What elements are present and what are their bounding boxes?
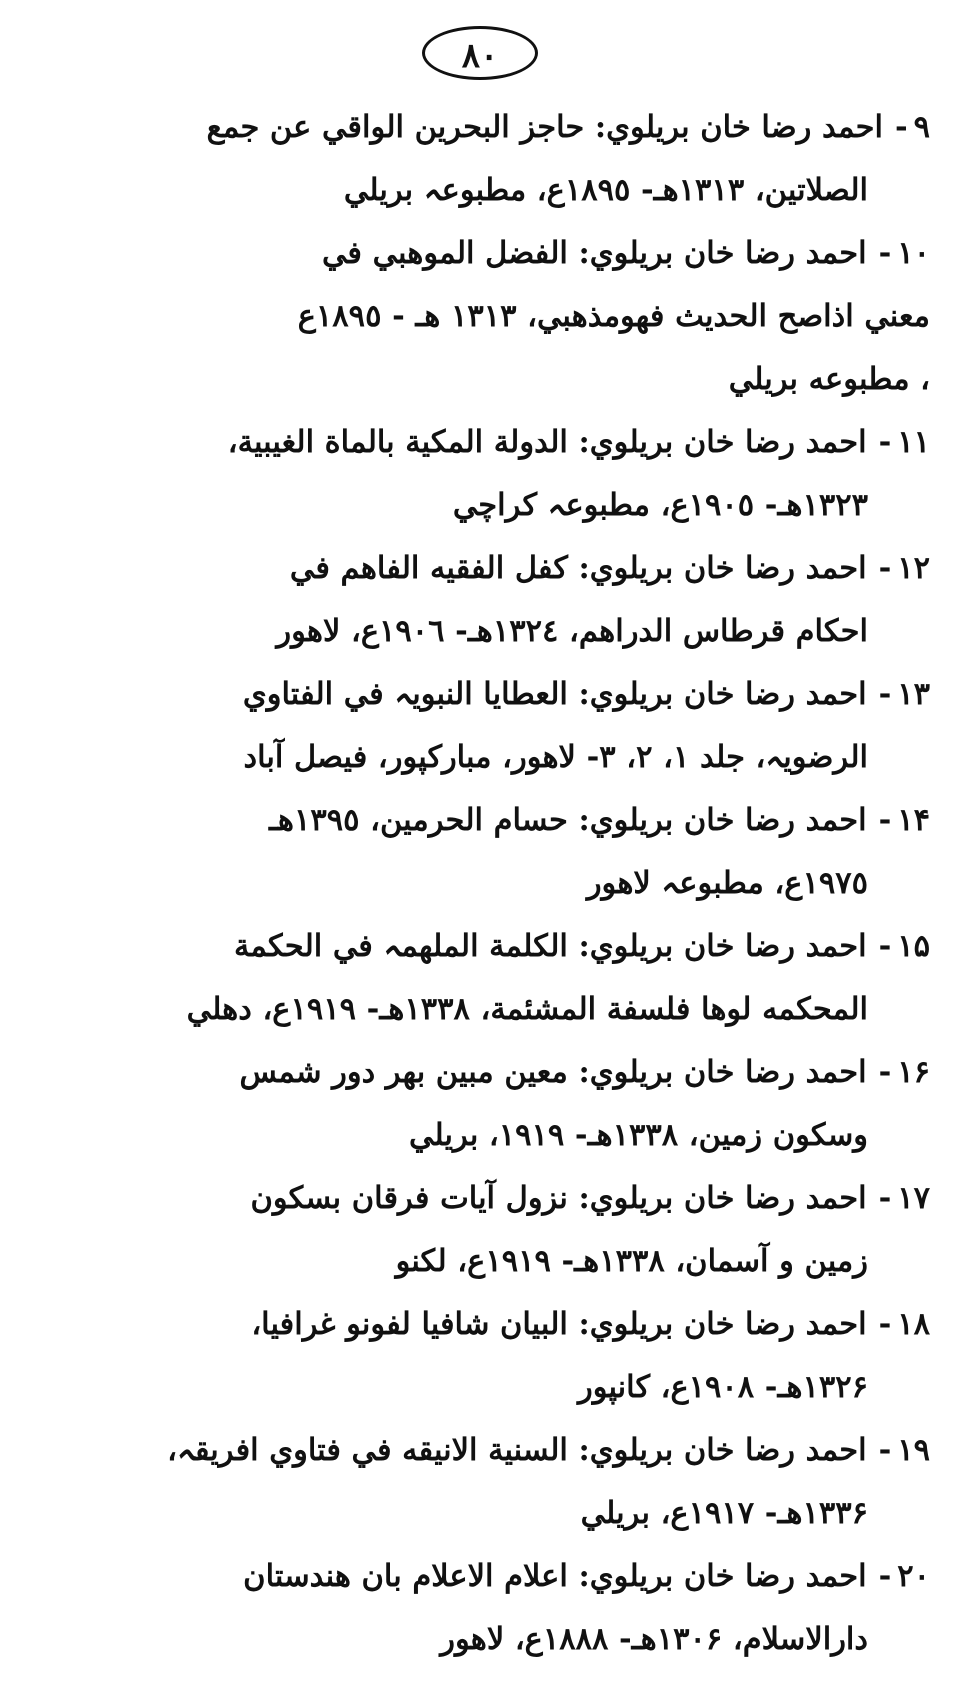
reference-line: احمد رضا خان بريلوي: الفضل الموهبي في xyxy=(322,235,867,271)
reference-number: ١٧ xyxy=(897,1180,930,1216)
reference-item: ١٨-احمد رضا خان بريلوي: البيان شافيا لفونو غرافيا، ١٣٢۶هـ- ١٩٠٨ع، كانپور xyxy=(40,1293,930,1419)
reference-line: احمد رضا خان بريلوي: نزول آيات فرقان بسكون xyxy=(250,1180,867,1216)
reference-number: ١١ xyxy=(897,424,930,460)
reference-line: المحكمه لوها فلسفة المشئمة، ١٣٣٨هـ- ١٩١٩ع، دهلي xyxy=(186,991,868,1027)
reference-line: معني اذاصح الحديث فهومذهبي، ١٣١٣ هـ - ١٨٩٥ع xyxy=(297,298,930,334)
reference-line: ١٣٣۶هـ- ١٩١٧ع، بريلي xyxy=(580,1495,868,1531)
reference-line: احمد رضا خان بريلوي: البيان شافيا لفونو غرافيا، xyxy=(251,1306,867,1342)
reference-line: احمد رضا خان بريلوي: السنية الانيقه في فتاوي افريقہ، xyxy=(167,1432,867,1468)
reference-number: ١۴ xyxy=(897,802,930,838)
reference-item: ١۴-احمد رضا خان بريلوي: حسام الحرمين، ١٣٩٥هـ ١٩٧٥ع، مطبوعہ لاهور xyxy=(40,789,930,915)
reference-line: احمد رضا خان بريلوي: العطايا النبويہ في الفتاوي xyxy=(242,676,867,712)
reference-line: احمد رضا خان بريلوي: كفل الفقيه الفاهم في xyxy=(289,550,867,586)
reference-line: ١٩٧٥ع، مطبوعہ لاهور xyxy=(586,865,868,901)
reference-number: ١٣ xyxy=(897,676,930,712)
reference-item: ٩-احمد رضا خان بريلوي: حاجز البحرين الواقي عن جمع الصلاتين، ١٣١٣هـ- ١٨٩٥ع، مطبوعہ بريلي xyxy=(40,96,930,222)
reference-item: ٢٠-احمد رضا خان بريلوي: اعلام الاعلام بان هندستان دارالاسلام، ١٣٠۶هـ- ١٨٨٨ع، لاهور xyxy=(40,1545,930,1671)
page-number-wrap xyxy=(0,26,960,80)
reference-line: زمين و آسمان، ١٣٣٨هـ- ١٩١٩ع، لكنو xyxy=(395,1243,868,1279)
reference-number: ١٠ xyxy=(897,235,930,271)
reference-item: ١۵-احمد رضا خان بريلوي: الكلمة الملهمہ في الحكمة المحكمه لوها فلسفة المشئمة، ١٣٣٨هـ- ١٩١٩ع، دهلي xyxy=(40,915,930,1041)
reference-item: ١۶-احمد رضا خان بريلوي: معين مبين بهر دور شمس وسكون زمين، ١٣٣٨هـ- ١٩١٩، بريلي xyxy=(40,1041,930,1167)
reference-number: ١٨ xyxy=(897,1306,930,1342)
reference-item: ١٣-احمد رضا خان بريلوي: العطايا النبويہ في الفتاوي الرضويہ، جلد ١، ٢، ٣- لاهور، مباركپور، فيصل آباد xyxy=(40,663,930,789)
reference-item: ١٩-احمد رضا خان بريلوي: السنية الانيقه في فتاوي افريقہ، ١٣٣۶هـ- ١٩١٧ع، بريلي xyxy=(40,1419,930,1545)
reference-list xyxy=(40,96,930,1671)
reference-line: الرضويہ، جلد ١، ٢، ٣- لاهور، مباركپور، فيصل آباد xyxy=(243,739,868,775)
reference-line: ١٣٢۶هـ- ١٩٠٨ع، كانپور xyxy=(577,1369,868,1405)
reference-number: ٩ xyxy=(913,109,930,145)
reference-line: احمد رضا خان بريلوي: معين مبين بهر دور شمس xyxy=(239,1054,867,1090)
reference-line: وسكون زمين، ١٣٣٨هـ- ١٩١٩، بريلي xyxy=(408,1117,868,1153)
reference-line: ١٣٢٣هـ- ١٩٠٥ع، مطبوعہ كراچي xyxy=(452,487,868,523)
page-number-oval: ٨٠ xyxy=(422,26,538,80)
reference-number: ١۶ xyxy=(897,1054,930,1090)
reference-line: ، مطبوعه بريلي xyxy=(728,361,930,397)
reference-number: ١۵ xyxy=(897,928,930,964)
reference-item: ١٧-احمد رضا خان بريلوي: نزول آيات فرقان بسكون زمين و آسمان، ١٣٣٨هـ- ١٩١٩ع، لكنو xyxy=(40,1167,930,1293)
reference-line: احمد رضا خان بريلوي: حسام الحرمين، ١٣٩٥هـ xyxy=(268,802,867,838)
reference-line: احمد رضا خان بريلوي: الدولة المكية بالماة الغيبية، xyxy=(227,424,867,460)
reference-item: ١١-احمد رضا خان بريلوي: الدولة المكية بالماة الغيبية، ١٣٢٣هـ- ١٩٠٥ع، مطبوعہ كراچي xyxy=(40,411,930,537)
reference-line: الصلاتين، ١٣١٣هـ- ١٨٩٥ع، مطبوعہ بريلي xyxy=(343,172,868,208)
reference-item: ١٢-احمد رضا خان بريلوي: كفل الفقيه الفاهم في احكام قرطاس الدراهم، ١٣٢٤هـ- ١٩٠٦ع، لاهور xyxy=(40,537,930,663)
reference-line: احمد رضا خان بريلوي: الكلمة الملهمہ في الحكمة xyxy=(233,928,867,964)
reference-line: دارالاسلام، ١٣٠۶هـ- ١٨٨٨ع، لاهور xyxy=(440,1621,868,1657)
reference-number: ١٢ xyxy=(897,550,930,586)
reference-line: احكام قرطاس الدراهم، ١٣٢٤هـ- ١٩٠٦ع، لاهور xyxy=(276,613,868,649)
reference-line: احمد رضا خان بريلوي: اعلام الاعلام بان هندستان xyxy=(243,1558,867,1594)
reference-number: ٢٠ xyxy=(897,1558,930,1594)
reference-number: ١٩ xyxy=(897,1432,930,1468)
reference-item: ١٠-احمد رضا خان بريلوي: الفضل الموهبي في معني اذاصح الحديث فهومذهبي، ١٣١٣ هـ - ١٨٩٥ع ، مطبوعه بريلي xyxy=(40,222,930,411)
reference-line: احمد رضا خان بريلوي: حاجز البحرين الواقي عن جمع xyxy=(206,109,883,145)
